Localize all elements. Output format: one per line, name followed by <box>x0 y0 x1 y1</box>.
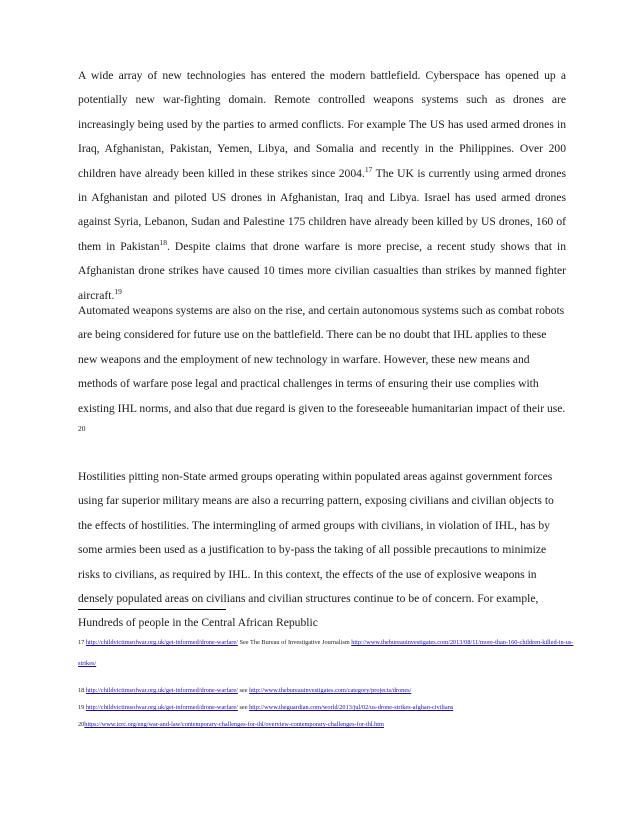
paragraph-new-technologies <box>78 64 566 308</box>
footnote-link[interactable]: http://www.thebureauinvestigates.com/category/projects/drones/ <box>249 687 412 694</box>
footnote-number: 18 <box>78 687 86 694</box>
footnote-link[interactable]: http://childvictimsofwar.org.uk/get-informed/drone-warfare/ <box>85 704 238 711</box>
paragraph-text: A wide array of new technologies has entered the modern battlefield. Cyberspace has opened up a potentially new war-fighting domain. Remote controlled weapons systems such as drones are increasingly being used by the parties to armed conflicts. For example The US has used armed drones in Iraq, Afghanistan, Pakistan, Yemen, Libya, and Somalia and recently in the Philippines. Over 200 children have already been killed in these strikes since 2004. <box>78 69 566 180</box>
footnote-20 <box>78 719 578 731</box>
footnote-text: See The Bureau of Investigative Journalism <box>237 639 352 646</box>
footnote-separator <box>78 609 226 610</box>
paragraph-text: Automated weapons systems are also on the rise, and certain autonomous systems such as combat robots are being considered for future use on the battlefield. There can be no doubt that IHL applies to these new weapons and the employment of new technology in warfare. However, these new means and methods of warfare pose legal and practical challenges in terms of ensuring their use complies with existing IHL norms, and also that due regard is given to the foreseeable humanitarian impact of their use. <box>78 304 566 415</box>
footnote-19 <box>78 702 578 714</box>
footnote-link[interactable]: http://www.theguardian.com/world/2013/jul/02/us-drone-strikes-afghan-civilians <box>249 704 454 711</box>
footnote-ref-17[interactable]: 17 <box>364 164 373 174</box>
footnote-link[interactable]: http://www.thebureauinvestigates.com/2013/08/11/more-than-160-children-killed-in-us-strikes/ <box>78 639 574 667</box>
footnote-number: 19 <box>78 704 86 711</box>
footnote-number: 17 <box>78 639 86 646</box>
footnote-ref-20[interactable]: 20 <box>78 424 86 434</box>
paragraph-hostilities <box>78 465 566 636</box>
footnote-ref-19[interactable]: 19 <box>114 286 122 296</box>
footnote-number: 20 <box>78 721 85 728</box>
footnote-18 <box>78 685 578 697</box>
footnote-text: see <box>237 704 250 711</box>
footnote-link[interactable]: https://www.icrc.org/eng/war-and-law/contemporary-challenges-for-ihl/overview-contemporary-challenges-for-ihl.htm <box>84 721 384 728</box>
footnote-link[interactable]: http://childvictimsofwar.org.uk/get-informed/drone-warfare/ <box>85 687 238 694</box>
paragraph-text: . Despite claims that drone warfare is more precise, a recent study shows that in Afghanistan drone strikes have caused 10 times more civilian casualties than strikes by manned fighter aircraft. <box>78 239 566 302</box>
paragraph-automated-weapons <box>78 299 566 445</box>
footnote-17 <box>78 632 578 674</box>
footnote-link[interactable]: http://childvictimsofwar.org.uk/get-informed/drone-warfare/ <box>85 639 238 646</box>
paragraph-text: The UK is currently using armed drones in Afghanistan and piloted US drones in Afghanistan, Iraq and Libya. Israel has used armed drones against Syria, Lebanon, Sudan and Palestine 175 children have already been killed by US drones, 160 of them in Pakistan <box>78 166 566 253</box>
paragraph-text: Hostilities pitting non-State armed groups operating within populated areas against government forces using far superior military means are also a recurring pattern, exposing civilians and civilian objects to the effects of hostilities. The intermingling of armed groups with civilians, in violation of IHL, has by some armies been used as a justification to by-pass the taking of all possible precautions to minimize risks to civilians, as required by IHL. In this context, the effects of the use of explosive weapons in densely populated areas on civilians and civilian structures continue to be of concern. For example, Hundreds of people in the Central African Republic <box>78 470 554 630</box>
footnote-text: see <box>237 687 250 694</box>
footnote-ref-18[interactable]: 18 <box>159 237 167 247</box>
